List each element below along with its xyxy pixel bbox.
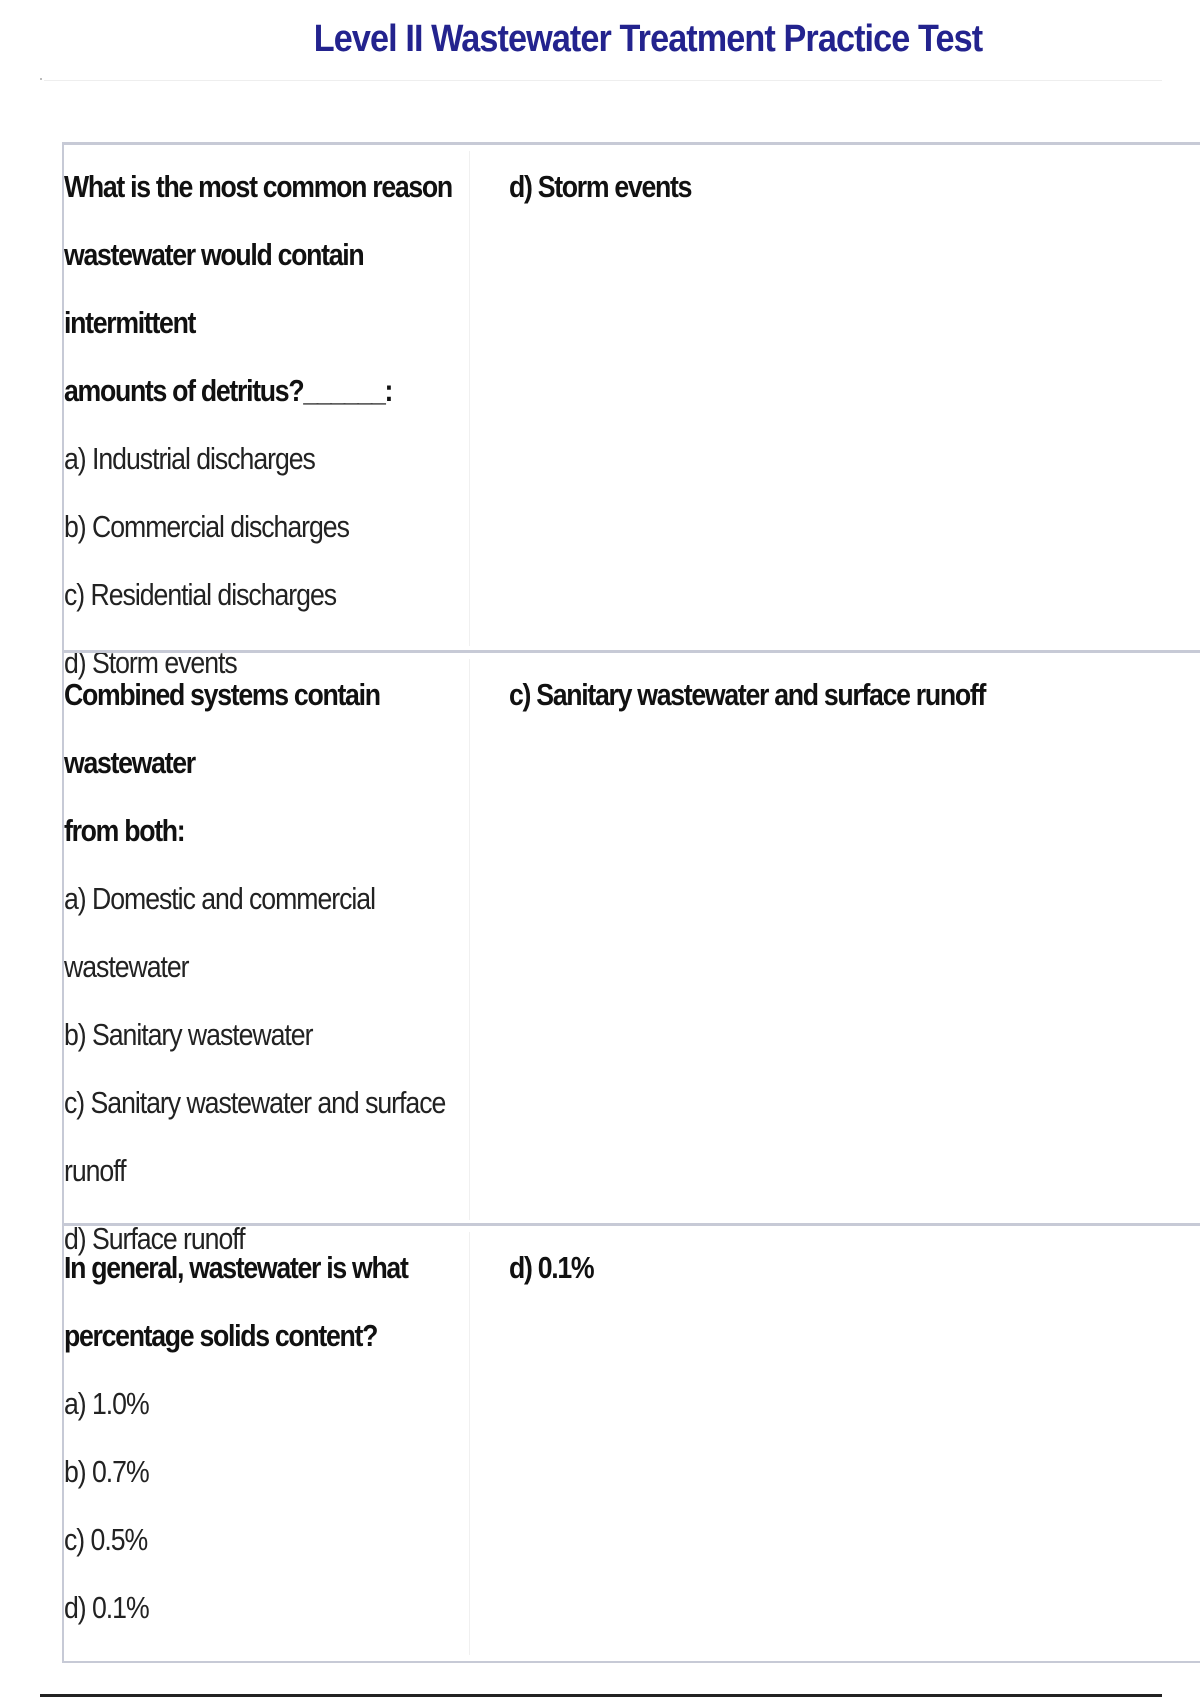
question-cell xyxy=(64,1234,464,1642)
question-text-line: from both: xyxy=(64,813,185,848)
option-d: d) Storm events xyxy=(64,645,237,680)
question-card-3 xyxy=(62,1223,1200,1663)
option-c-continued: runoff xyxy=(64,1153,126,1188)
question-cell xyxy=(64,153,464,697)
answer-text: d) Storm events xyxy=(509,169,692,204)
option-a: a) Domestic and commercial xyxy=(64,881,375,916)
page-title: Level II Wastewater Treatment Practice Test xyxy=(313,18,983,60)
option-d: d) 0.1% xyxy=(64,1590,149,1625)
column-divider xyxy=(469,659,470,1220)
answer-text: c) Sanitary wastewater and surface runoff xyxy=(509,677,986,712)
margin-mark xyxy=(40,78,42,80)
footer-divider xyxy=(40,1694,1162,1697)
option-a: a) 1.0% xyxy=(64,1386,149,1421)
title-divider xyxy=(44,80,1162,81)
option-a: a) Industrial discharges xyxy=(64,441,315,476)
question-text-line: What is the most common reason xyxy=(64,169,452,204)
question-cell xyxy=(64,661,464,1273)
question-card-2 xyxy=(62,650,1200,1256)
question-text-line: wastewater would contain intermittent xyxy=(64,237,364,340)
column-divider xyxy=(469,151,470,646)
option-a-continued: wastewater xyxy=(64,949,189,984)
option-c: c) 0.5% xyxy=(64,1522,148,1557)
option-d: d) Surface runoff xyxy=(64,1221,245,1256)
option-b: b) Sanitary wastewater xyxy=(64,1017,313,1052)
option-b: b) 0.7% xyxy=(64,1454,149,1489)
question-text-line: Combined systems contain wastewater xyxy=(64,677,380,780)
option-c: c) Residential discharges xyxy=(64,577,337,612)
question-text-line: In general, wastewater is what xyxy=(64,1250,408,1285)
question-card-1 xyxy=(62,142,1200,680)
answer-text: d) 0.1% xyxy=(509,1250,594,1285)
column-divider xyxy=(469,1232,470,1655)
question-text-line: percentage solids content? xyxy=(64,1318,378,1353)
option-c: c) Sanitary wastewater and surface xyxy=(64,1085,446,1120)
question-text-line: amounts of detritus?______: xyxy=(64,373,393,408)
option-b: b) Commercial discharges xyxy=(64,509,349,544)
